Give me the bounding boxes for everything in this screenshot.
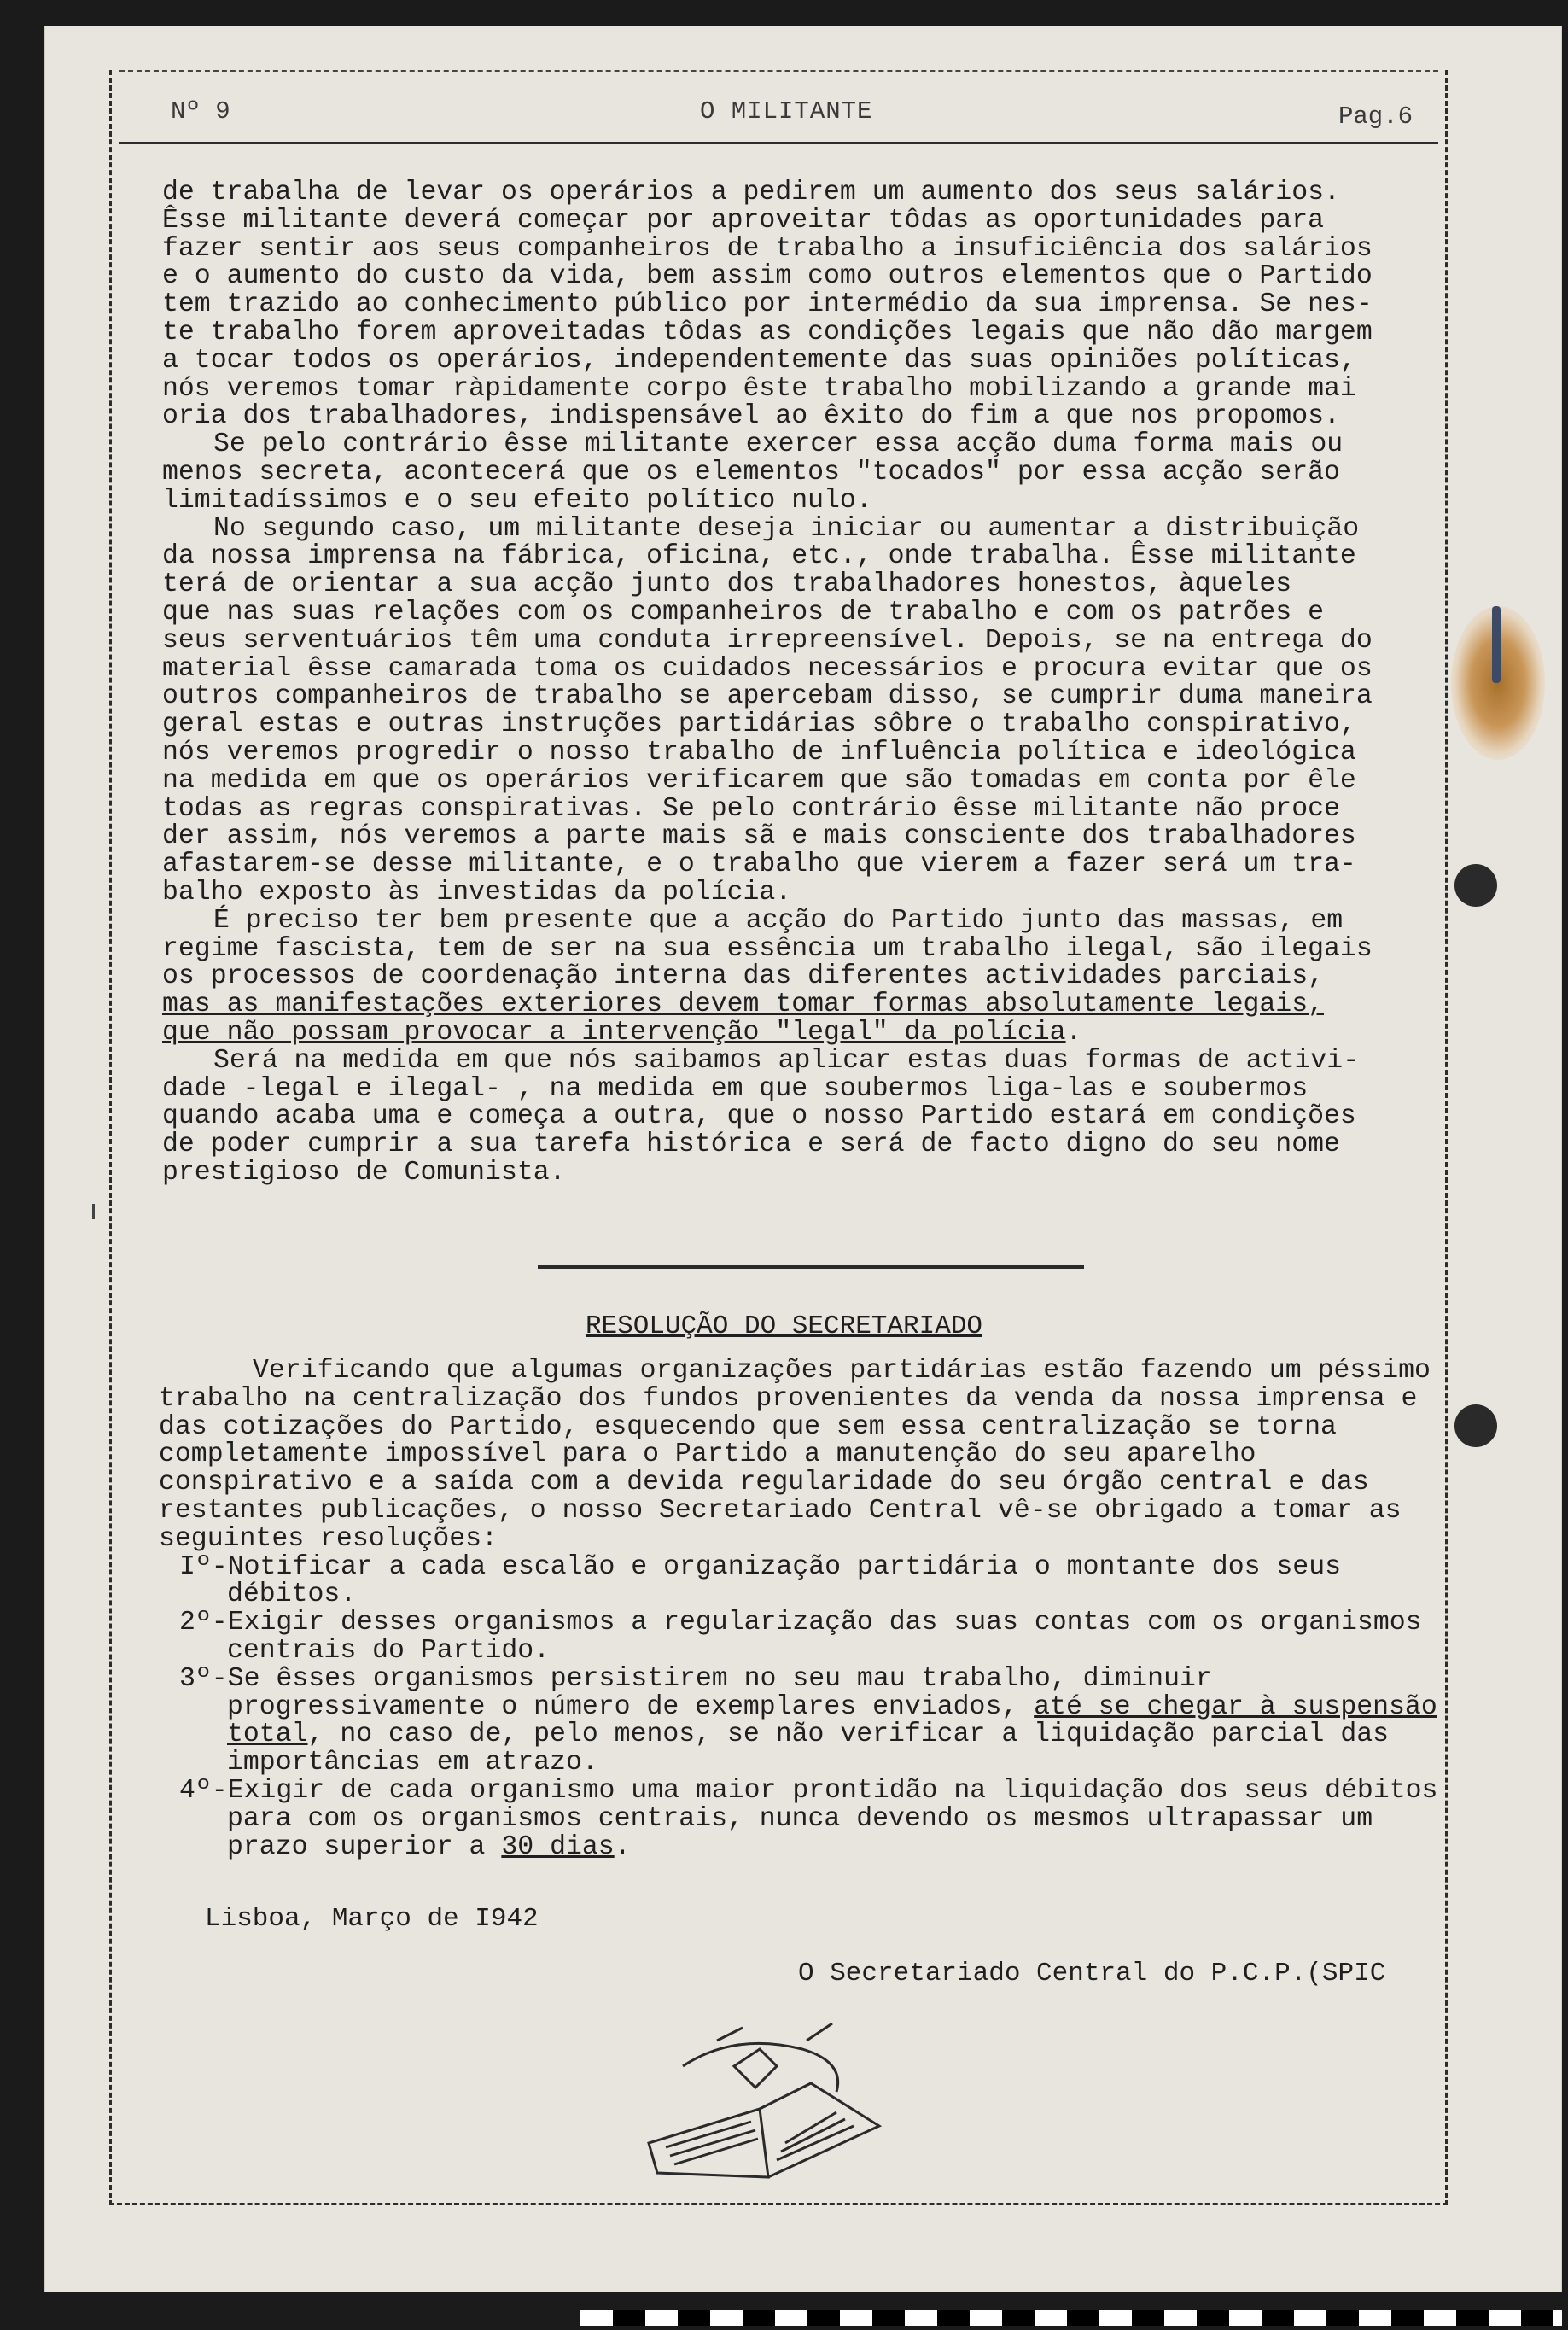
underlined-text: 30 dias: [501, 1831, 615, 1862]
signature-line: O Secretariado Central do P.C.P.(SPIC: [798, 1959, 1386, 1988]
section-divider: [538, 1265, 1084, 1269]
underlined-text: até se chegar à suspensão total: [227, 1691, 1437, 1750]
paragraph-text: .: [1065, 1017, 1082, 1048]
paragraph-text: É preciso ter bem presente que a acção do Partido junto das massas, em regime fascista, tem de ser na sua essência um trabalho ilegal, são ilegais os processos de coordenação interna das diferentes actividades parciais,: [162, 905, 1373, 992]
page-header: [119, 70, 1438, 144]
punch-hole-icon: [1454, 1404, 1497, 1447]
underlined-text: mas as manifestações exteriores devem tomar formas absolutamente legais, que não possam provocar a intervenção "legal" da polícia: [162, 990, 1325, 1048]
item-text: 4º-Exigir de cada organismo uma maior prontidão na liquidação dos seus débitos para com os organismos centrais, nunca devendo os mesmos ultrapassar um prazo superior a: [179, 1775, 1438, 1862]
open-book-icon: [632, 2015, 905, 2186]
resolution-item: [159, 1775, 1439, 1862]
resolution-item: 2º-Exigir desses organismos a regularização das suas contas com os organismos centrais do Partido.: [179, 1608, 1422, 1666]
margin-mark: [92, 1204, 95, 1219]
item-text: .: [614, 1831, 631, 1862]
article-body: [162, 179, 1443, 1188]
paragraph: de trabalha de levar os operários a pedirem um aumento dos seus salários. Êsse militante deverá começar por aproveitar tôdas as oportunidades para fazer sentir aos seus companheiros de trabalho a insuficiência dos salários e o aumento do custo da vida, bem assim como outros elementos que o Partido tem trazido ao conhecimento público por intermédio da sua imprensa. Se nes- te trabalho forem aproveitadas tôdas as condições legais que não dão margem a tocar todos os operários, independentemente das suas opiniões políticas, nós veremos tomar ràpidamente corpo êste trabalho mobilizando a grande mai oria dos trabalhadores, indispensável ao êxito do fim a que nos propomos.: [162, 178, 1373, 432]
item-text: 3º-Se êsses organismos persistirem no seu mau trabalho, diminuir progressivamente o número de exemplares enviados,: [179, 1663, 1212, 1722]
resolution-item: [159, 1663, 1439, 1778]
color-scale-bar: [580, 2310, 1562, 2326]
resolution-body: [159, 1358, 1439, 1861]
resolution-item: Iº-Notificar a cada escalão e organização partidária o montante dos seus débitos.: [179, 1551, 1342, 1610]
item-text: , no caso de, pelo menos, se não verificar a liquidação parcial das importâncias em atrazo.: [227, 1720, 1390, 1778]
publication-title: O MILITANTE: [700, 97, 873, 126]
date-line: Lisboa, Março de I942: [205, 1904, 539, 1934]
resolution-intro: Verificando que algumas organizações partidárias estão fazendo um péssimo trabalho na centralização dos fundos provenientes da venda da nossa imprensa e das cotizações do Partido, esquecendo que sem essa centralização se torna completamente impossível para o Partido a manutenção do seu aparelho conspirativo e a saída com a devida regularidade do seu órgão central e das restantes publicações, o nosso Secretariado Central vê-se obrigado a tomar as seguintes resoluções:: [159, 1356, 1431, 1554]
issue-number: Nº 9: [171, 97, 230, 126]
paragraph: [162, 905, 1443, 1048]
paragraph: No segundo caso, um militante deseja iniciar ou aumentar a distribuição da nossa imprensa na fábrica, oficina, etc., onde trabalha. Êsse militante terá de orientar a sua acção junto dos trabalhadores honestos, àqueles que nas suas relações com os companheiros de trabalho e com os patrões e seus serventuários têm uma conduta irrepreensível. Depois, se na entrega do material êsse camarada toma os cuidados necessários e procura evitar que os outros companheiros de trabalho se apercebam disso, se cumprir duma maneira geral estas e outras instruções partidárias sôbre o trabalho conspirativo, nós veremos progredir o nosso trabalho de influência política e ideológica na medida em que os operários verificarem que são tomadas em conta por êle todas as regras conspirativas. Se pelo contrário êsse militante não proce der assim, nós veremos a parte mais sã e mais consciente dos trabalhadores afastarem-se desse militante, e o trabalho que vierem a fazer será um tra- balho exposto às investidas da polícia.: [162, 513, 1373, 908]
paragraph: Será na medida em que nós saibamos aplicar estas duas formas de activi- dade -legal e ilegal- , na medida em que soubermos liga-las e soubermos quando acaba uma e começa a outra, que o nosso Partido estará em condições de poder cumprir a sua tarefa histórica e será de facto digno do seu nome prestigioso de Comunista.: [162, 1045, 1360, 1188]
staple-icon: [1492, 606, 1501, 683]
page-number: Pag.6: [1338, 102, 1413, 131]
punch-hole-icon: [1454, 864, 1497, 907]
section-title: RESOLUÇÃO DO SECRETARIADO: [585, 1311, 983, 1341]
paragraph: Se pelo contrário êsse militante exercer essa acção duma forma mais ou menos secreta, acontecerá que os elementos "tocados" por essa acção serão limitadíssimos e o seu efeito político nulo.: [162, 429, 1344, 516]
